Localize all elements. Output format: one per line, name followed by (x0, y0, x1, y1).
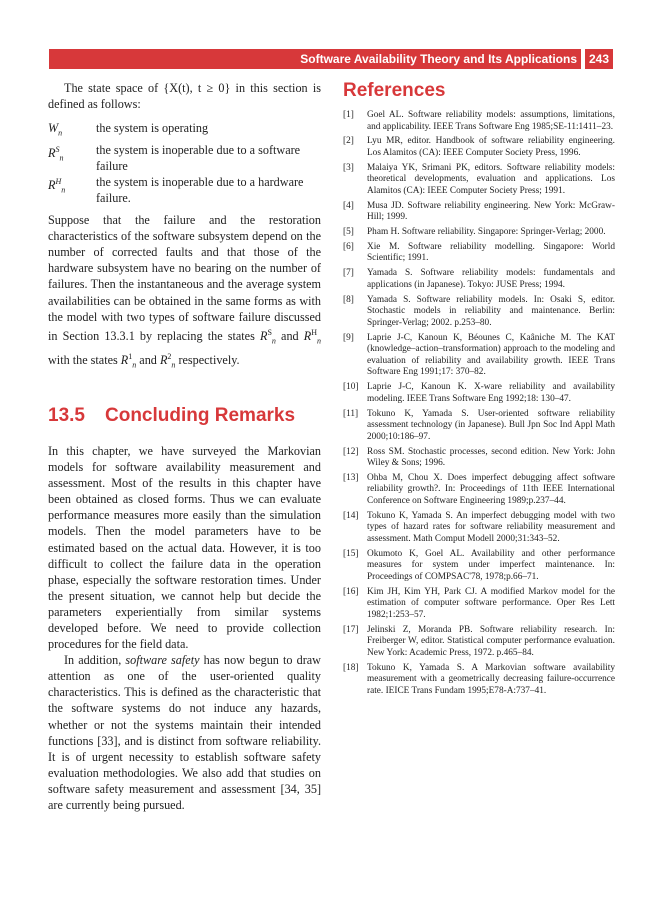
reference-number: [18] (343, 662, 359, 673)
state-symbol: $W_n$ (48, 121, 63, 138)
reference-text: Tokuno K, Yamada S. An imperfect debugging model with two types of hazard rates for software reliability measurement and assessment. Math Comput Modell 2000;31:343–52. (367, 510, 615, 545)
reference-item (343, 227, 615, 239)
reference-text: Lyu MR, editor. Handbook of software reliability engineering. Los Alamitos (CA): IEEE Computer Society Press, 1996. (367, 136, 615, 158)
reference-text: Xie M. Software reliability modelling. Singapore: World Scientific; 1991. (367, 241, 615, 264)
state-symbol: $R^H_n$ (48, 176, 66, 195)
state-list (48, 120, 321, 206)
reference-item (343, 242, 615, 265)
reference-text: Pham H. Software reliability. Singapore: Springer-Verlag; 2000. (367, 227, 606, 238)
state-row-hardware-failure (48, 174, 321, 206)
state-description: the system is inoperable due to a software failure (96, 142, 301, 173)
reference-item (343, 447, 615, 470)
reference-number: [3] (343, 162, 354, 173)
paragraph-survey: In this chapter, we have surveyed the Markovian models for software availability measurement and assessment. Most of the results in this chapter have been obtained as closed forms. Thus we can evaluate performance measures more easily than the simulation models. Then the model parameters have to be estimated based on the actual data. However, it is too difficult to collect the failure data in the operation phase, especially the software restoration times. Under the present situation, we cannot help but decide the parameters experientially from similar systems developed before. We need to provide collection procedures for the field data. (48, 443, 321, 652)
reference-item (343, 663, 615, 698)
state-symbol: $R^S_n$ (48, 144, 64, 163)
reference-text: Jelinski Z, Moranda PB. Software reliability research. In: Freiberger W, editor. Statistical computer performance evaluation. New York: Academic Press, 1972. p.465–84. (367, 624, 615, 658)
reference-text: Musa JD. Software reliability engineering. New York: McGraw-Hill; 1999. (367, 200, 615, 223)
reference-list (343, 110, 615, 698)
reference-number: [6] (343, 241, 354, 252)
section-title: Concluding Remarks (105, 404, 296, 426)
reference-item (343, 473, 615, 508)
state-space-intro: The state space of {X(t), t ≥ 0} in this section is defined as follows: (48, 81, 321, 112)
reference-item (343, 511, 615, 546)
reference-item (343, 110, 615, 133)
reference-item (343, 163, 615, 198)
reference-number: [5] (343, 227, 354, 238)
reference-text: Yamada S. Software reliability models: fundamentals and applications (in Japanese). Tokyo: JUSE Press; 1994. (367, 268, 615, 290)
reference-number: [7] (343, 268, 354, 279)
left-column (48, 80, 321, 813)
section-number: 13.5 (48, 404, 85, 426)
paragraph-state-replacement: Suppose that the failure and the restoration characteristics of the software subsystem depend on the number of corrected faults and that those of the hardware subsystem have no bearing on the number of failures. Then the instantaneous and the average system availabilities can be obtained in the same forms as with the model with two types of software failure discussed in Section 13.3.1 by replacing the states $R^S_n$ and $R^H_n$ with the states $R^1_n$ and $R^2_n$ respectively. (48, 213, 321, 370)
reference-text: Laprie J-C, Kanoun K. X-ware reliability and availability modeling. IEEE Trans Software Eng 1992;18: 130–47. (367, 382, 615, 404)
references-column (343, 80, 615, 701)
paragraph-software-safety: In addition, software safety has now begun to draw attention as one of the user-oriented quality characteristics. This is defined as the characteristic that the software systems do not induce any hazards, whether or not the systems maintain their intended functions [33], and is distinct from software reliability. It is of urgent necessity to establish software safety evaluation methodologies. We also add that studies on software safety measurement and assessment [34, 35] are currently being pursued. (48, 653, 321, 812)
reference-item (343, 409, 615, 444)
reference-number: [1] (343, 110, 354, 120)
reference-text: Goel AL. Software reliability models: assumptions, limitations, and applicability. IEEE Trans Software Eng 1985;SE-11:1411–23. (367, 110, 615, 132)
running-header-title: Software Availability Theory and Its Applications (300, 52, 577, 66)
reference-text: Ohba M, Chou X. Does imperfect debugging affect software reliability growth?. In: Proceedings of 11th IEEE International Conference on Software Engineering 1989;p.237–44. (367, 472, 615, 507)
page-number: 243 (585, 49, 613, 69)
reference-item (343, 295, 615, 330)
reference-item (343, 549, 615, 584)
reference-text: Okumoto K, Goel AL. Availability and other performance measures for system under imperfect maintenance. In: Proceedings of COMPSAC'78, 1978;p.66–71. (367, 548, 615, 582)
reference-item (343, 333, 615, 379)
reference-text: Tokuno K, Yamada S. A Markovian software availability measurement with a geometrically decreasing failure-occurrence rate. IEICE Trans Fundam 1995;E78-A:737–41. (367, 662, 615, 696)
reference-number: [17] (343, 624, 359, 635)
state-row-software-failure (48, 142, 321, 174)
state-description: the system is operating (96, 121, 209, 136)
reference-number: [10] (343, 382, 359, 393)
state-description: the system is inoperable due to a hardware failure. (96, 174, 304, 205)
reference-number: [12] (343, 446, 359, 457)
reference-text: Kim JH, Kim YH, Park CJ. A modified Markov model for the estimation of computer software performance. Oper Res Lett 1982;1:253–57. (367, 586, 615, 620)
reference-number: [16] (343, 586, 359, 597)
reference-number: [4] (343, 200, 354, 211)
reference-item (343, 625, 615, 660)
reference-text: Tokuno K, Yamada S. User-oriented software reliability assessment technology (in Japanese). Bull Jpn Soc Ind Appl Math 2000;10:186–97. (367, 408, 615, 442)
state-row-operating (48, 120, 321, 142)
reference-text: Laprie J-C, Kanoun K, Béounes C, Kaâniche M. The KAT (knowledge–action–transformation) approach to the modeling and evaluation of reliability and availability growth. IEEE Trans Software Eng 1991;17: 370–82. (367, 332, 615, 378)
reference-number: [14] (343, 510, 359, 521)
reference-item (343, 382, 615, 405)
reference-text: Yamada S. Software reliability models. In: Osaki S, editor. Stochastic models in reliability and maintenance. Berlin: Springer-Verlag; 2002. p.253–80. (367, 294, 615, 328)
reference-number: [13] (343, 472, 359, 483)
reference-item (343, 136, 615, 159)
reference-item (343, 201, 615, 224)
reference-number: [8] (343, 294, 354, 305)
reference-item (343, 268, 615, 291)
reference-text: Ross SM. Stochastic processes, second edition. New York: John Wiley & Sons; 1996. (367, 446, 615, 469)
reference-number: [2] (343, 136, 354, 147)
references-heading: References (343, 80, 446, 101)
reference-item (343, 587, 615, 622)
reference-text: Malaiya YK, Srimani PK, editors. Software reliability models: theoretical developments, evaluation and applications. Los Alamitos (CA): IEEE Computer Society Press; 1991. (367, 162, 615, 196)
reference-number: [15] (343, 548, 359, 559)
section-heading (48, 405, 321, 427)
reference-number: [11] (343, 408, 359, 419)
reference-number: [9] (343, 332, 354, 343)
